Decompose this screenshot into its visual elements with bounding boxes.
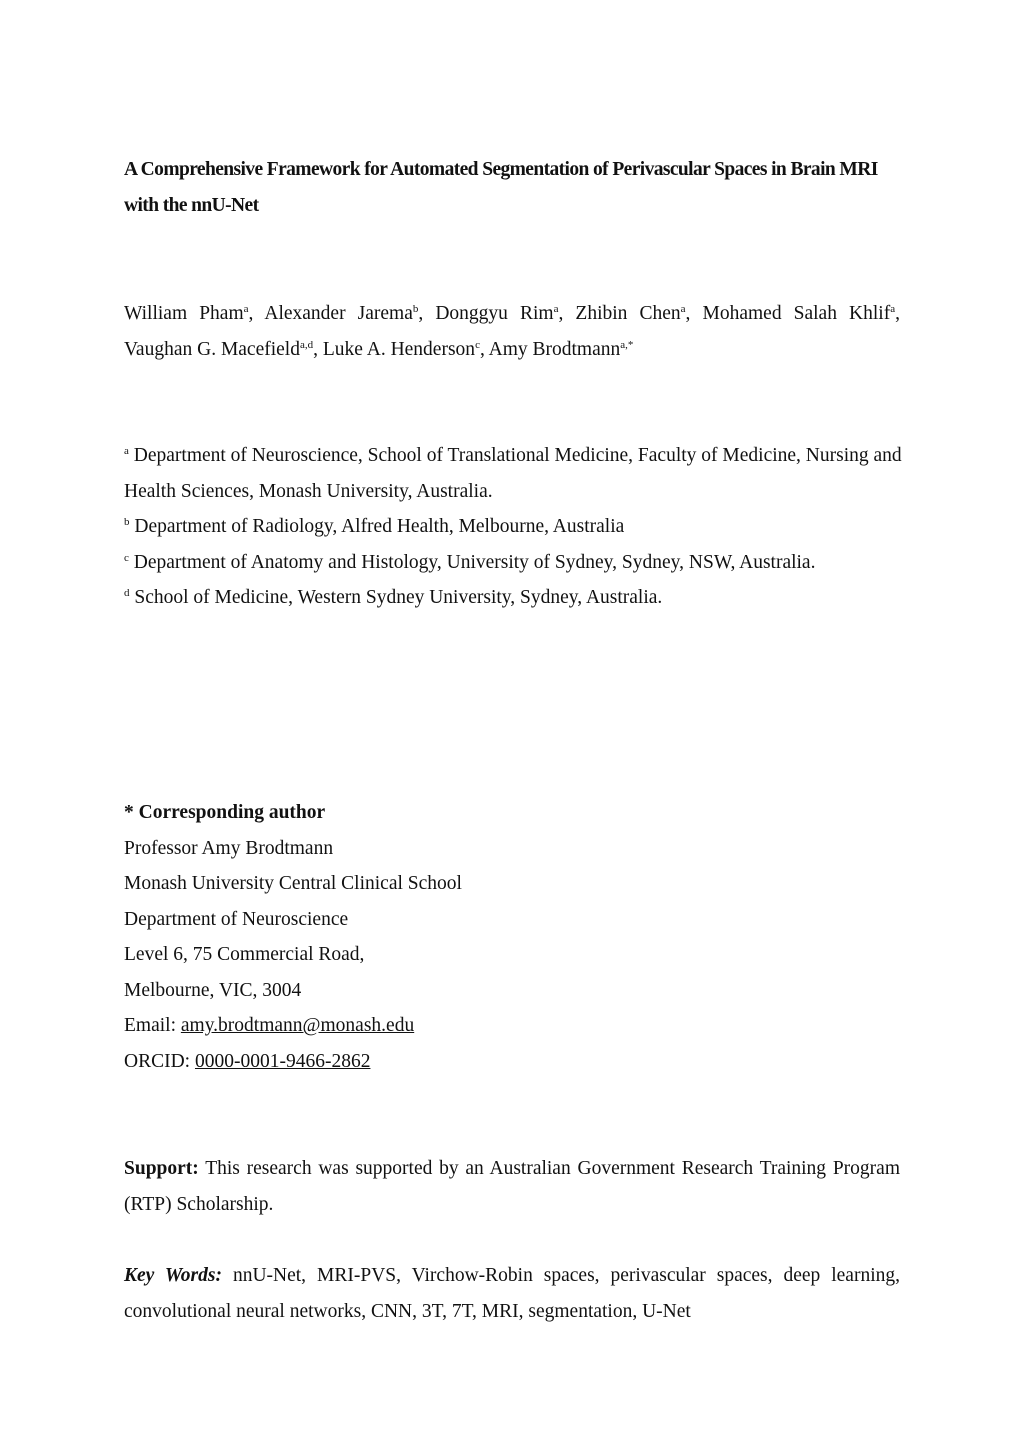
email-label: Email: [124, 1015, 176, 1036]
author-name: Alexander Jarema [264, 303, 413, 324]
affiliation-mark: b [124, 516, 130, 528]
author-name: Donggyu Rim [435, 303, 554, 324]
corresponding-author-department: Department of Neuroscience [124, 908, 349, 930]
affiliation-text: Department of Anatomy and Histology, University of Sydney, Sydney, NSW, Australia. [133, 551, 816, 573]
affiliation-text: School of Medicine, Western Sydney University, Sydney, Australia. [134, 587, 663, 608]
support-statement [124, 1151, 900, 1223]
corresponding-author-address-line2: Melbourne, VIC, 3004 [124, 979, 302, 1001]
author-name: Mohamed Salah Khlif [702, 303, 891, 324]
corresponding-author-block [124, 795, 900, 1079]
support-label: Support: [124, 1158, 199, 1179]
affiliation-item [124, 580, 914, 616]
affiliation-mark: d [124, 587, 130, 599]
author-affiliation-mark: a [243, 303, 249, 315]
corresponding-author-name: Professor Amy Brodtmann [124, 837, 334, 859]
email-link[interactable]: amy.brodtmann@monash.edu [180, 1015, 415, 1036]
corresponding-author-institution: Monash University Central Clinical School [124, 873, 462, 894]
author-affiliation-mark: c [475, 339, 480, 351]
author-name: Vaughan G. Macefield [124, 339, 300, 360]
author-name: William Pham [124, 303, 244, 324]
paper-title: A Comprehensive Framework for Automated Segmentation of Perivascular Spaces in Brain MRI with the nnU-Net [124, 159, 878, 216]
affiliation-mark: c [124, 551, 129, 564]
affiliation-list [124, 438, 914, 616]
affiliation-text: Department of Radiology, Alfred Health, Melbourne, Australia [134, 516, 625, 537]
corresponding-author-orcid-row [124, 1044, 900, 1080]
keywords-statement [124, 1258, 900, 1330]
support-text: This research was supported by an Australian Government Research Training Program (RTP) Scholarship. [124, 1158, 900, 1215]
affiliation-item [124, 545, 914, 581]
author-affiliation-mark: a [680, 303, 686, 315]
author-affiliation-mark: b [412, 303, 419, 315]
corresponding-author-heading: * Corresponding author [124, 802, 326, 823]
author-affiliation-mark: a,d [299, 339, 314, 351]
corresponding-author-address-line1: Level 6, 75 Commercial Road, [124, 944, 365, 965]
author-name: Zhibin Chen [575, 303, 681, 324]
author-list: William Pham$^a$, Alexander Jarema$^b$, Donggyu Rim$^a$, Zhibin Chen$^a$, Mohamed Salah Khlif$^a$, Vaughan G. Macefield$^{a,d}$, Luke A. Henderson$^c$, Amy Brodtmann$^{a,*}$ [124, 303, 900, 360]
orcid-label: ORCID: [124, 1050, 191, 1072]
affiliation-text: Department of Neuroscience, School of Translational Medicine, Faculty of Medicine, Nursing and Health Sciences, Monash University, Australia. [124, 445, 902, 502]
keywords-label: Key Words: [124, 1265, 222, 1286]
author-affiliation-mark: a [890, 303, 896, 315]
author-affiliation-mark: a,* [620, 339, 634, 351]
affiliation-item [124, 509, 914, 545]
affiliation-mark: a [124, 445, 129, 457]
author-affiliation-mark: a [553, 303, 559, 315]
orcid-link[interactable]: 0000-0001-9466-2862 [194, 1050, 371, 1072]
author-name: Amy Brodtmann [488, 339, 621, 360]
author-name: Luke A. Henderson [322, 339, 476, 360]
corresponding-author-email-row [124, 1008, 900, 1044]
keywords-text: nnU-Net, MRI-PVS, Virchow-Robin spaces, perivascular spaces, deep learning, convolutional neural networks, CNN, 3T, 7T, MRI, segmentation, U-Net [124, 1265, 901, 1322]
affiliation-item [124, 438, 914, 509]
